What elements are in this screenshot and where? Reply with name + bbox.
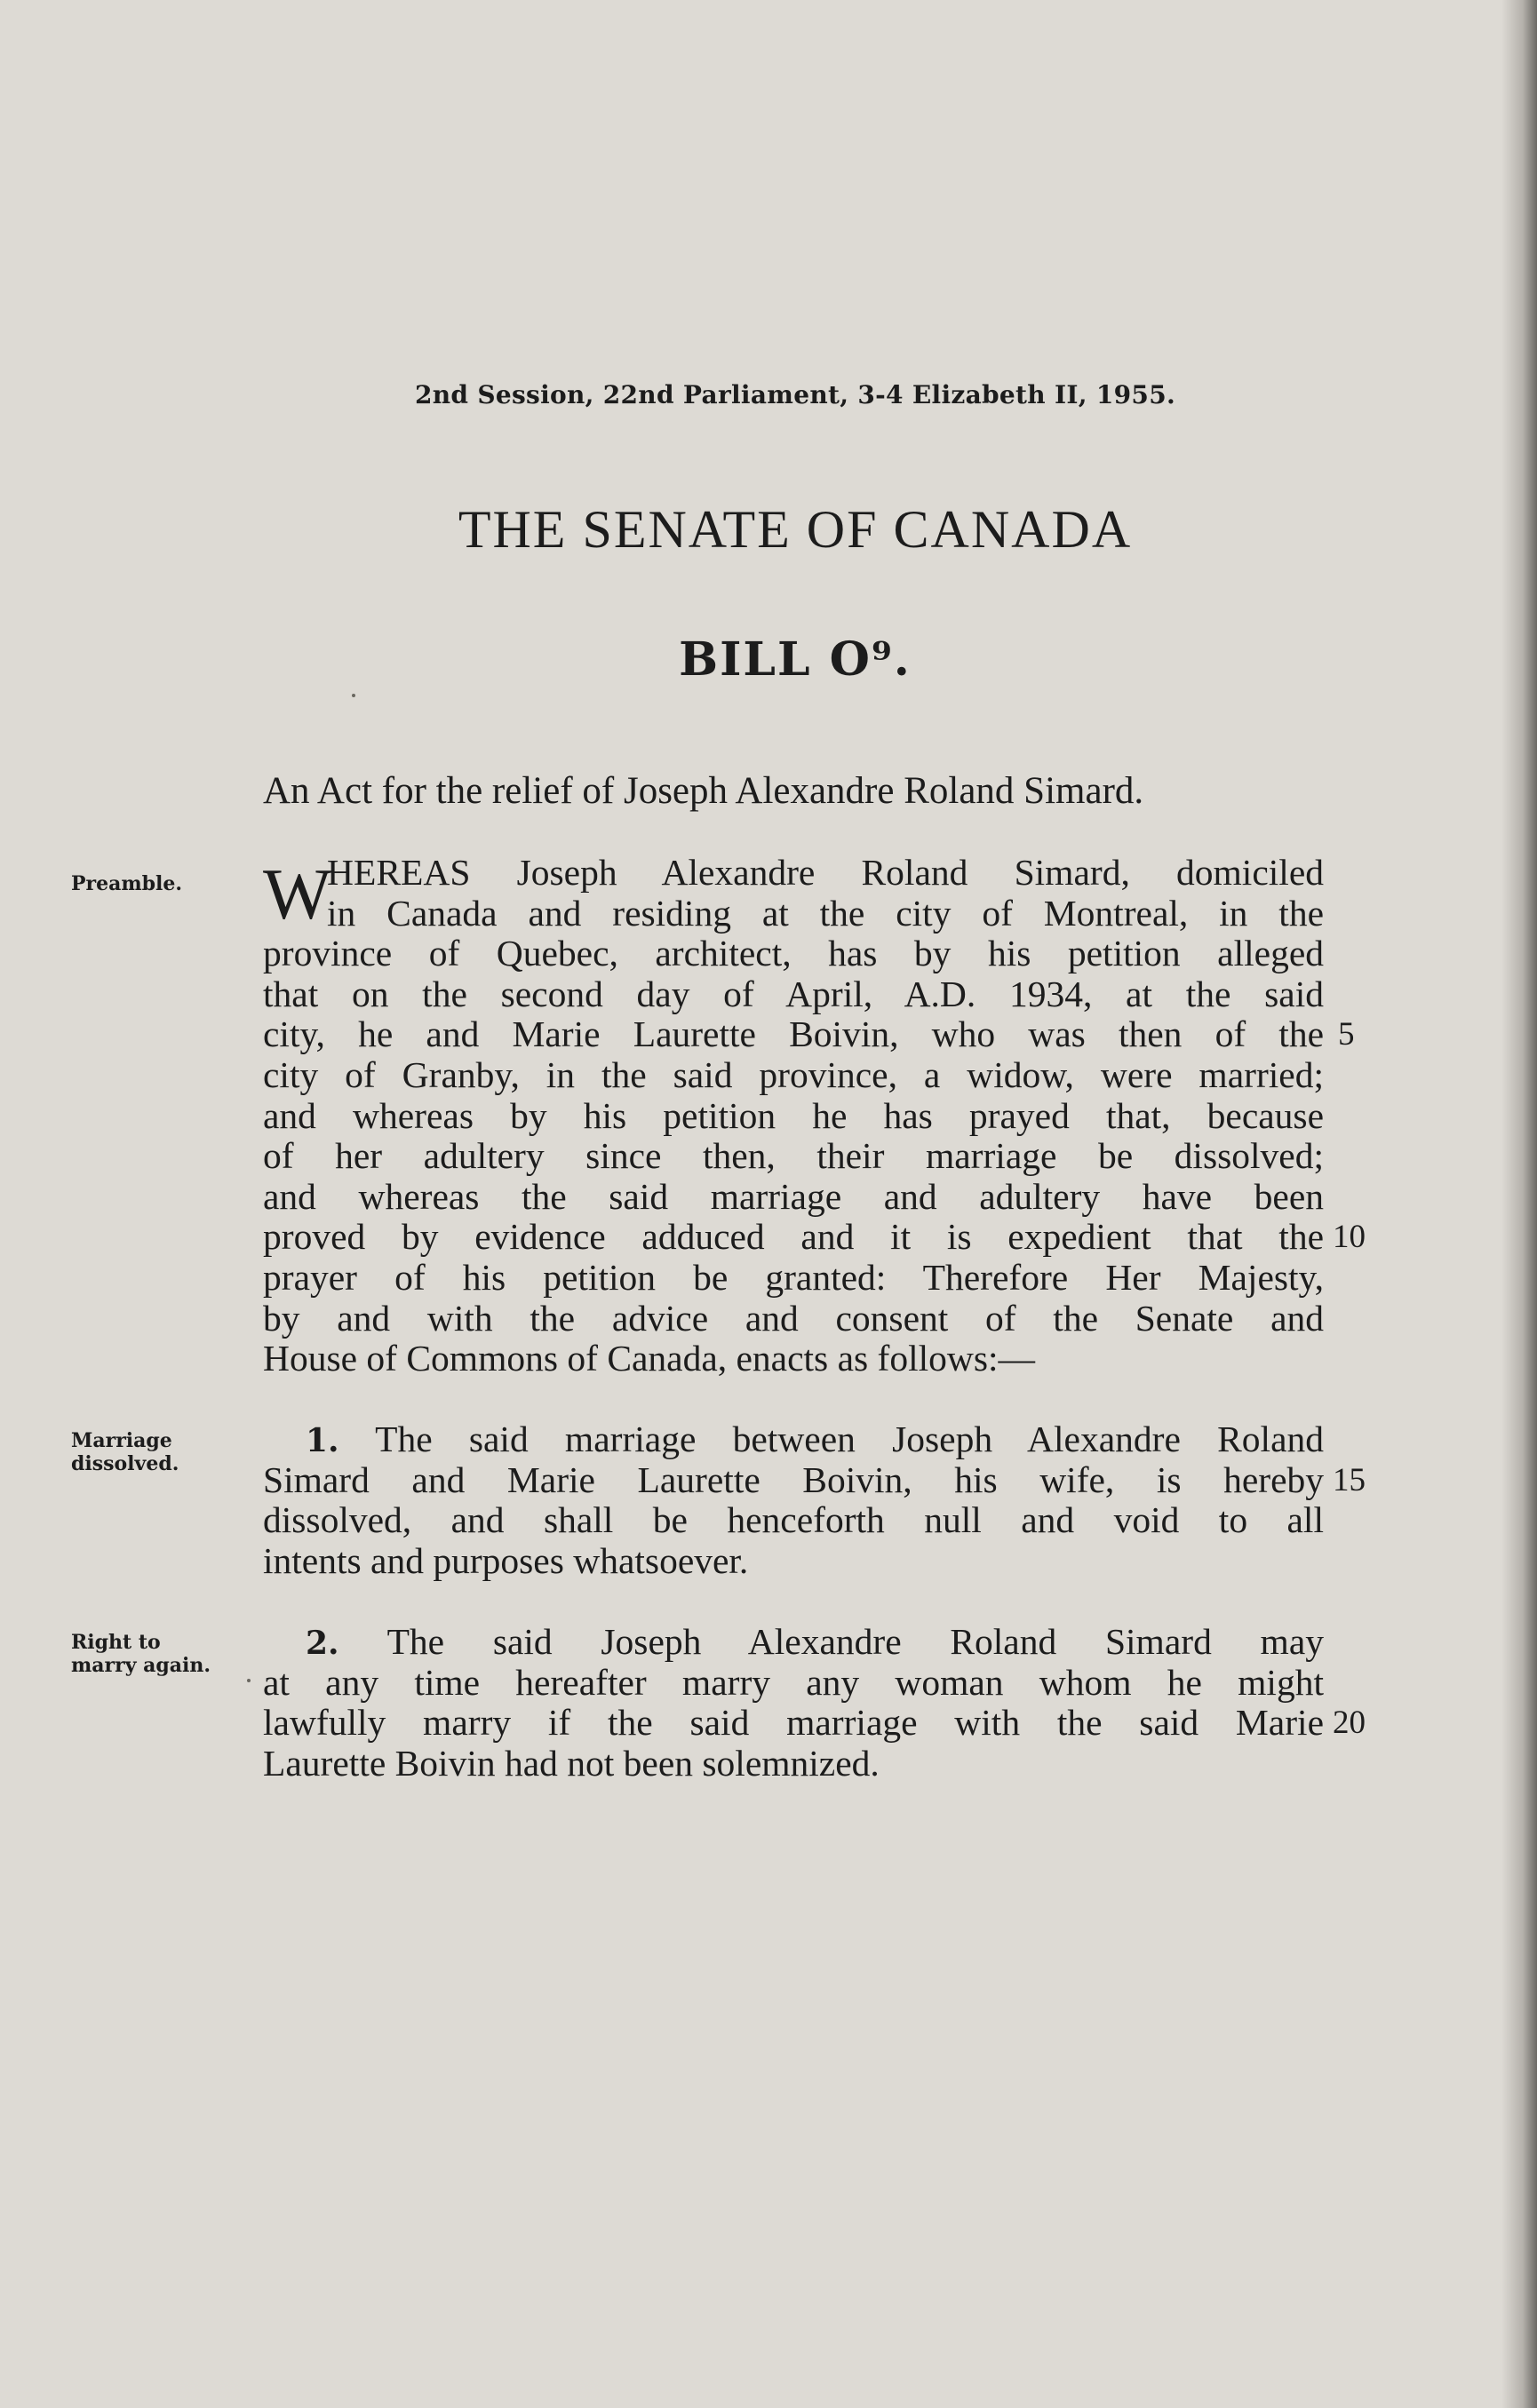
page-edge-shadow bbox=[1501, 0, 1537, 2408]
line-number: 5 bbox=[1338, 1016, 1355, 1053]
margin-note-text: dissolved. bbox=[71, 1452, 179, 1475]
line-number: 10 bbox=[1333, 1219, 1366, 1255]
preamble-line-2: in Canada and residing at the city of Montreal, in the bbox=[327, 892, 1324, 934]
preamble-line: city, he and Marie Laurette Boivin, who was then of the bbox=[263, 1013, 1324, 1055]
session-line: 2nd Session, 22nd Parliament, 3-4 Elizabeth II, 1955. bbox=[414, 380, 1176, 409]
preamble-line: of her adultery since then, their marriage be dissolved; bbox=[263, 1135, 1324, 1177]
preamble-line: province of Quebec, architect, has by his petition alleged bbox=[263, 933, 1324, 974]
margin-note-right-to-marry bbox=[71, 1631, 240, 1677]
section-1-line-1 bbox=[263, 1419, 1324, 1460]
act-title: An Act for the relief of Joseph Alexandre Roland Simard. bbox=[263, 770, 1144, 812]
house-title: THE SENATE OF CANADA bbox=[458, 500, 1133, 559]
drop-cap: W bbox=[263, 854, 332, 934]
line-number: 15 bbox=[1333, 1462, 1366, 1498]
section-number: 2. bbox=[306, 1625, 339, 1662]
line-text: HEREAS Joseph Alexandre Roland Simard, domiciled bbox=[327, 852, 1324, 893]
line-text: The said marriage between Joseph Alexandre Roland bbox=[375, 1419, 1324, 1459]
section-1-line: dissolved, and shall be henceforth null and void to all bbox=[263, 1499, 1324, 1541]
ink-speck bbox=[247, 1679, 251, 1682]
preamble-line: by and with the advice and consent of the Senate and bbox=[263, 1297, 1324, 1339]
preamble-line: and whereas the said marriage and adultery have been bbox=[263, 1175, 1324, 1217]
preamble-line: that on the second day of April, A.D. 1934, at the said bbox=[263, 973, 1324, 1014]
ink-speck bbox=[352, 694, 355, 697]
margin-note-marriage-dissolved bbox=[71, 1429, 240, 1475]
section-1-line: Simard and Marie Laurette Boivin, his wife, is hereby bbox=[263, 1458, 1324, 1500]
preamble-line: and whereas by his petition he has prayed that, because bbox=[263, 1094, 1324, 1136]
margin-note-text: Preamble. bbox=[71, 872, 183, 895]
line-number: 20 bbox=[1333, 1705, 1366, 1741]
section-2-line-1 bbox=[263, 1622, 1324, 1663]
preamble-paragraph bbox=[263, 853, 1324, 1379]
section-1-paragraph bbox=[263, 1419, 1324, 1581]
line-text: The said Joseph Alexandre Roland Simard may bbox=[386, 1621, 1324, 1662]
bill-number: BILL O⁹. bbox=[679, 632, 912, 687]
section-2-line: Laurette Boivin had not been solemnized. bbox=[263, 1742, 880, 1784]
margin-note-text: Marriage bbox=[71, 1429, 172, 1452]
margin-note-preamble bbox=[71, 872, 240, 895]
preamble-line: city of Granby, in the said province, a widow, were married; bbox=[263, 1053, 1324, 1095]
preamble-line: prayer of his petition be granted: Therefore Her Majesty, bbox=[263, 1256, 1324, 1298]
preamble-line: House of Commons of Canada, enacts as follows:— bbox=[263, 1338, 1036, 1379]
section-1-line: intents and purposes whatsoever. bbox=[263, 1539, 749, 1581]
section-2-paragraph bbox=[263, 1622, 1324, 1784]
margin-note-text: Right to bbox=[71, 1631, 161, 1654]
section-2-line: at any time hereafter marry any woman whom he might bbox=[263, 1661, 1324, 1703]
section-number: 1. bbox=[306, 1422, 339, 1459]
preamble-line: proved by evidence adduced and it is expedient that the bbox=[263, 1216, 1324, 1258]
section-2-line: lawfully marry if the said marriage with the said Marie bbox=[263, 1702, 1324, 1744]
margin-note-text: marry again. bbox=[71, 1654, 211, 1677]
